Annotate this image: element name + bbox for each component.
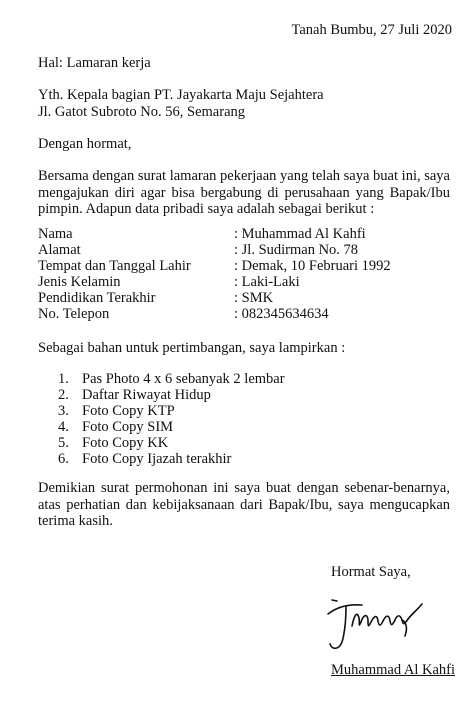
data-row-name — [38, 226, 458, 243]
list-number: 3. — [58, 403, 69, 419]
attachments-intro: Sebagai bahan untuk pertimbangan, saya lampirkan : — [38, 340, 346, 356]
opening-paragraph: Bersama dengan surat lamaran pekerjaan yang telah saya buat ini, saya mengajukan diri agar bisa bergabung di perusahaan yang Bapak/Ibu pimpin. Adapun data pribadi saya adalah sebagai berikut : — [38, 168, 450, 217]
list-text: Daftar Riwayat Hidup — [82, 387, 211, 403]
data-row-gender — [38, 274, 458, 291]
data-label: Pendidikan Terakhir — [38, 290, 156, 306]
list-number: 4. — [58, 419, 69, 435]
data-label: Jenis Kelamin — [38, 274, 121, 290]
data-label: No. Telepon — [38, 306, 110, 322]
letter-subject: Hal: Lamaran kerja — [38, 55, 151, 71]
list-number: 1. — [58, 371, 69, 387]
data-row-address — [38, 242, 458, 259]
data-value: : SMK — [234, 290, 274, 306]
place-date: Tanah Bumbu, 27 Juli 2020 — [291, 22, 452, 38]
recipient-line-1: Yth. Kepala bagian PT. Jayakarta Maju Sejahtera — [38, 87, 324, 103]
data-value: : Laki-Laki — [234, 274, 300, 290]
data-row-phone — [38, 306, 458, 323]
recipient-line-2: Jl. Gatot Subroto No. 56, Semarang — [38, 104, 246, 120]
signer-name: Muhammad Al Kahfi — [331, 662, 456, 678]
list-item — [58, 451, 231, 468]
data-value: : Muhammad Al Kahfi — [234, 226, 366, 242]
data-value: : 082345634634 — [234, 306, 329, 322]
list-item — [58, 435, 168, 452]
closing-paragraph: Demikian surat permohonan ini saya buat dengan sebenar-benarnya, atas perhatian dan kebijaksanaan dari Bapak/Ibu, saya mengucapkan terima kasih. — [38, 480, 450, 529]
greeting: Dengan hormat, — [38, 136, 132, 152]
list-text: Pas Photo 4 x 6 sebanyak 2 lembar — [82, 371, 285, 387]
list-text: Foto Copy Ijazah terakhir — [82, 451, 232, 467]
data-row-birth — [38, 258, 458, 275]
list-number: 6. — [58, 451, 69, 467]
data-label: Nama — [38, 226, 73, 242]
data-row-education — [38, 290, 458, 307]
handwritten-signature — [322, 592, 432, 654]
list-number: 2. — [58, 387, 69, 403]
list-item — [58, 403, 175, 420]
list-text: Foto Copy KK — [82, 435, 169, 451]
data-value: : Jl. Sudirman No. 78 — [234, 242, 359, 258]
data-label: Tempat dan Tanggal Lahir — [38, 258, 191, 274]
list-text: Foto Copy SIM — [82, 419, 174, 435]
data-value: : Demak, 10 Februari 1992 — [234, 258, 391, 274]
closing-salutation: Hormat Saya, — [331, 564, 411, 580]
list-item — [58, 387, 211, 404]
list-item — [58, 371, 285, 388]
list-text: Foto Copy KTP — [82, 403, 175, 419]
list-item — [58, 419, 173, 436]
data-label: Alamat — [38, 242, 81, 258]
list-number: 5. — [58, 435, 69, 451]
